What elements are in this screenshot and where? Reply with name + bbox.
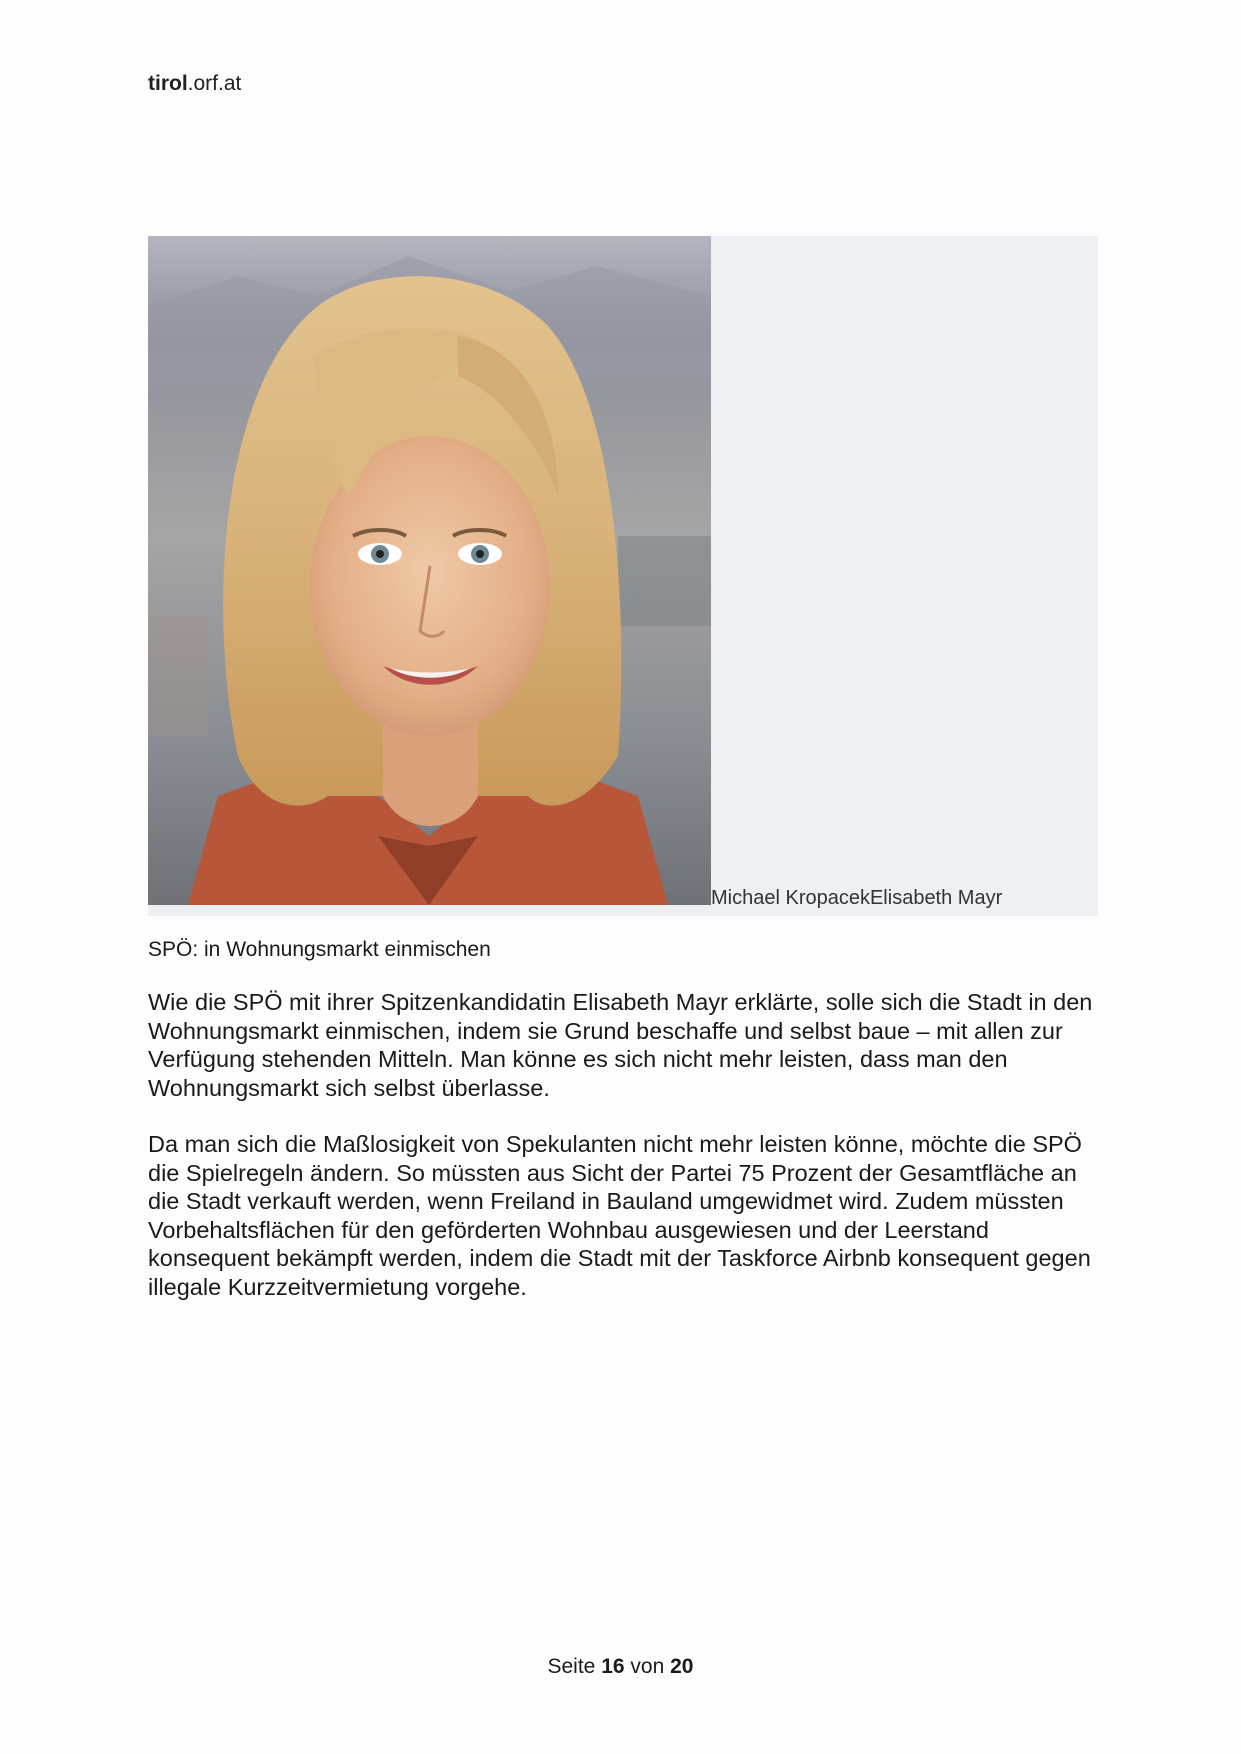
article-subheading: SPÖ: in Wohnungsmarkt einmischen bbox=[148, 938, 491, 961]
article-figure bbox=[148, 236, 1098, 916]
footer-separator: von bbox=[630, 1655, 665, 1678]
brand-rest: .orf.at bbox=[187, 72, 242, 95]
portrait-photo bbox=[148, 236, 711, 905]
footer-prefix: Seite bbox=[547, 1655, 596, 1678]
brand-bold: tirol bbox=[148, 72, 188, 95]
current-page-number: 16 bbox=[601, 1655, 625, 1678]
site-brand bbox=[148, 72, 241, 96]
total-pages-number: 20 bbox=[670, 1655, 694, 1678]
page-footer bbox=[0, 1655, 1241, 1679]
article-paragraph-2: Da man sich die Maßlosigkeit von Spekulanten nicht mehr leisten könne, möchte die SPÖ die Spielregeln ändern. So müssten aus Sicht der Partei 75 Prozent der Gesamtfläche an die Stadt verkauft werden, wenn Freiland in Bauland umgewidmet wird. Zudem müssten Vorbehaltsflächen für den geförderten Wohnbau ausgewiesen und der Leerstand konsequent bekämpft werden, indem die Stadt mit der Taskforce Airbnb konsequent gegen illegale Kurzzeitvermietung vorgehe. bbox=[148, 1131, 1091, 1300]
article-paragraph-1: Wie die SPÖ mit ihrer Spitzenkandidatin Elisabeth Mayr erklärte, solle sich die Stadt in den Wohnungsmarkt einmischen, indem sie Grund beschaffe und selbst baue – mit allen zur Verfügung stehenden Mitteln. Man könne es sich nicht mehr leisten, dass man den Wohnungsmarkt sich selbst überlasse. bbox=[148, 989, 1093, 1101]
portrait-illustration bbox=[148, 236, 711, 905]
photo-caption: Michael KropacekElisabeth Mayr bbox=[711, 887, 1003, 909]
